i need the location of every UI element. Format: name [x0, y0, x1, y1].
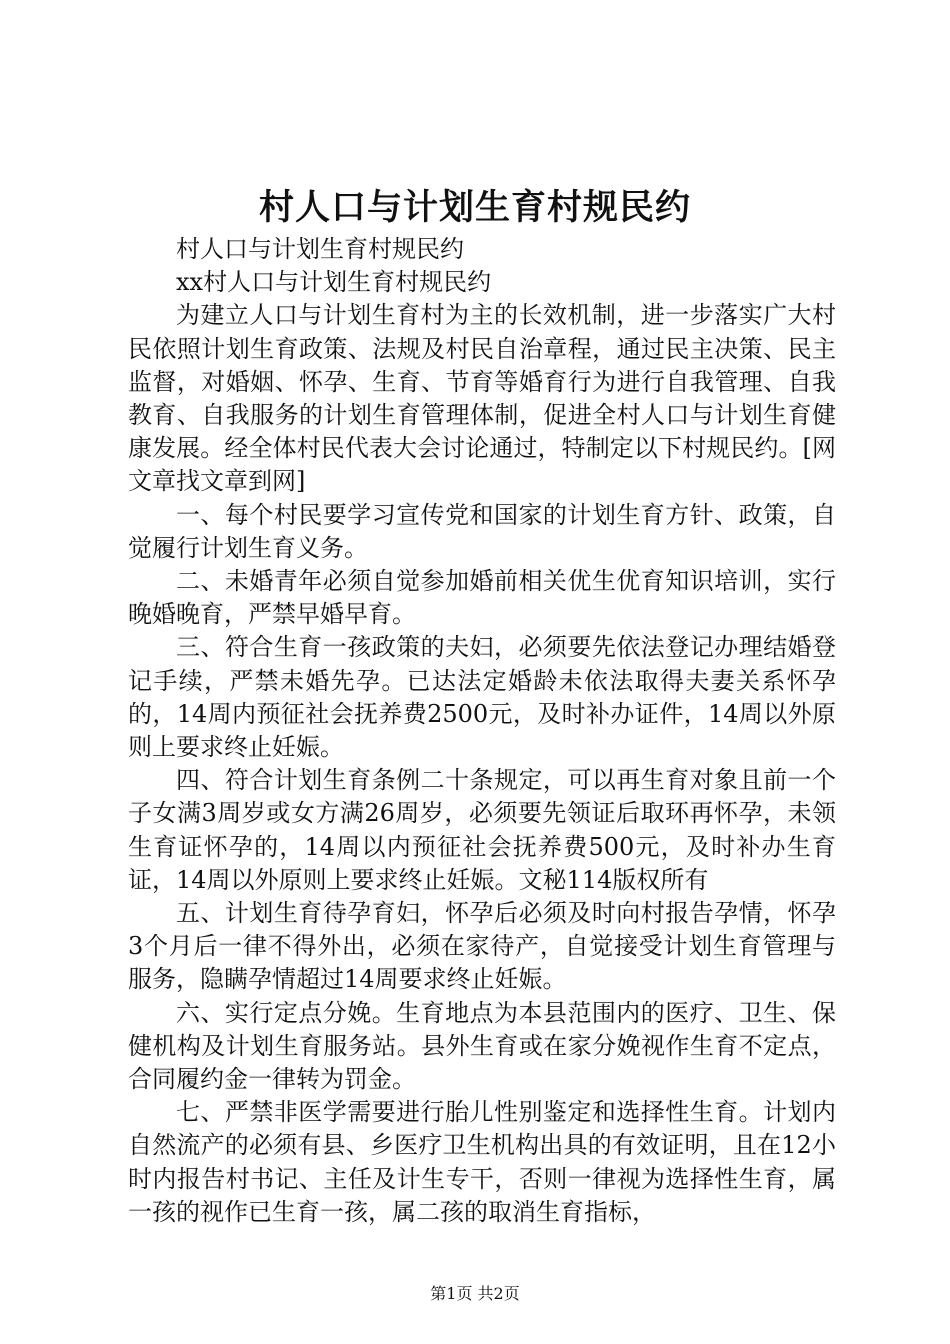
paragraph-article-5: 五、计划生育待孕育妇，怀孕后必须及时向村报告孕情，怀孕3个月后一律不得外出，必须在家待产，自觉接受计划生育管理与服务，隐瞒孕情超过14周要求终止妊娠。: [128, 899, 836, 994]
paragraph-article-4: 四、符合计划生育条例二十条规定，可以再生育对象且前一个子女满3周岁或女方满26周岁，必须要先领证后取环再怀孕，未领生育证怀孕的，14周以内预征社会抚养费500元，及时补办生育证，14周以外原则上要求终止妊娠。文秘114版权所有: [128, 766, 836, 894]
page-footer: 第1页 共2页: [430, 1284, 520, 1303]
paragraph-article-6: 六、实行定点分娩。生育地点为本县范围内的医疗、卫生、保健机构及计划生育服务站。县外生育或在家分娩视作生育不定点，合同履约金一律转为罚金。: [128, 998, 836, 1094]
paragraph-village-title: xx村人口与计划生育村规民约: [176, 268, 492, 297]
paragraph-article-2: 二、未婚青年必须自觉参加婚前相关优生优育知识培训，实行晚婚晚育，严禁早婚早育。: [128, 567, 836, 629]
document-title: 村人口与计划生育村规民约: [258, 187, 691, 228]
paragraph-subtitle: 村人口与计划生育村规民约: [176, 235, 464, 263]
document-body: [128, 233, 836, 1229]
paragraph-preamble: 为建立人口与计划生育村为主的长效机制，进一步落实广大村民依照计划生育政策、法规及村民自治章程，通过民主决策、民主监督，对婚姻、怀孕、生育、节育等婚育行为进行自我管理、自我教育、自我服务的计划生育管理体制，促进全村人口与计划生育健康发展。经全体村民代表大会讨论通过，特制定以下村规民约。[网文章找文章到网]: [128, 301, 836, 496]
paragraph-article-3: 三、符合生育一孩政策的夫妇，必须要先依法登记办理结婚登记手续，严禁未婚先孕。已达法定婚龄未依法取得夫妻关系怀孕的，14周内预征社会抚养费2500元，及时补办证件，14周以外原则上要求终止妊娠。: [128, 633, 836, 762]
paragraph-article-7: 七、严禁非医学需要进行胎儿性别鉴定和选择性生育。计划内自然流产的必须有县、乡医疗卫生机构出具的有效证明，且在12小时内报告村书记、主任及计生专干，否则一律视为选择性生育，属一孩的视作已生育一孩，属二孩的取消生育指标，: [128, 1098, 836, 1226]
paragraph-article-1: 一、每个村民要学习宣传党和国家的计划生育方针、政策，自觉履行计划生育义务。: [128, 500, 836, 562]
